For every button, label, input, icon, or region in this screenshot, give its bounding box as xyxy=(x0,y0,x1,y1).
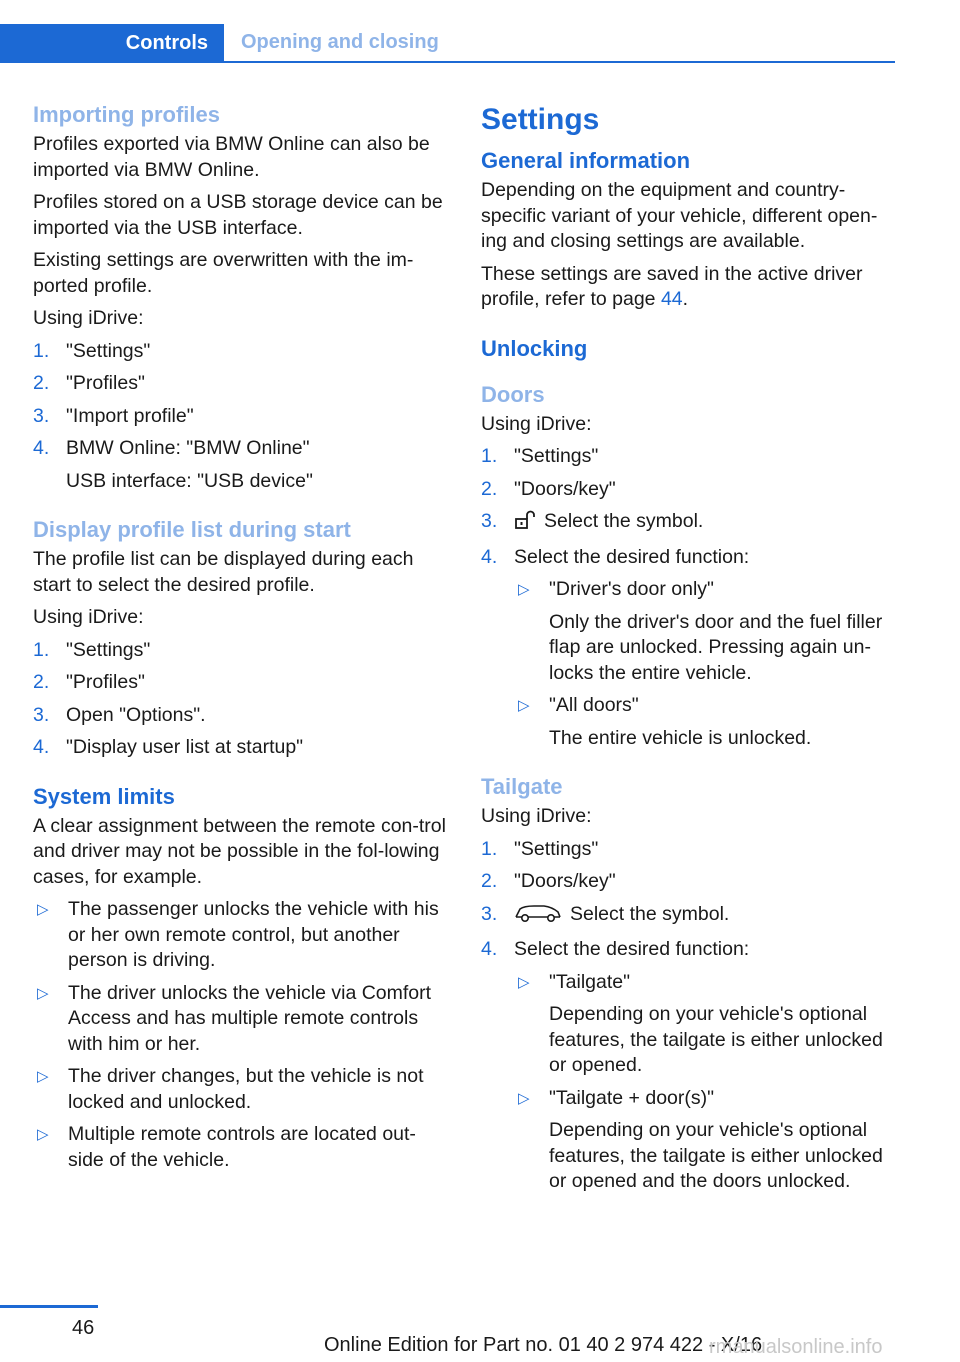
paragraph: Existing settings are overwritten with the im‐ported profile. xyxy=(33,249,414,297)
system-limits-list xyxy=(33,897,451,1173)
step-text: "Display user list at startup" xyxy=(66,736,304,758)
option-description: The entire vehicle is unlocked. xyxy=(549,726,812,749)
paragraph-text-end: . xyxy=(682,288,689,310)
paragraph: Depending on the equipment and country-specific variant of your vehicle, different open‐ing and closing settings are available. xyxy=(481,179,878,252)
paragraph: Profiles stored on a USB storage device can be imported via the USB interface. xyxy=(33,191,443,239)
step-text: "Settings" xyxy=(514,445,599,467)
watermark: rmanualsonline.info xyxy=(709,1336,883,1358)
step-number: 2. xyxy=(481,477,498,500)
step-item xyxy=(33,735,451,761)
paragraph-text: These settings are saved in the active driver profile, refer to page xyxy=(481,262,863,310)
step-item xyxy=(33,703,451,729)
step-item xyxy=(481,902,901,931)
paragraph: The profile list can be displayed during each start to select the desired profile. xyxy=(33,548,414,596)
paragraph: Using iDrive: xyxy=(481,412,592,435)
step-text: "Doors/key" xyxy=(514,870,616,892)
step-text: "Profiles" xyxy=(66,671,145,693)
unlock-icon xyxy=(514,510,536,538)
option-description: Depending on your vehicle's optional features, the tailgate is either unlocked or opened and the doors unlocked. xyxy=(549,1119,883,1192)
step-number: 2. xyxy=(481,870,498,892)
triangle-right-icon: ▷ xyxy=(518,697,530,714)
list-item-text: The driver unlocks the vehicle via Comfort Access and has multiple remote controls with him or her. xyxy=(68,981,432,1055)
unlocking-heading: Unlocking xyxy=(481,335,588,361)
header-rule xyxy=(0,61,895,63)
step-number: 3. xyxy=(481,902,498,925)
step-number: 4. xyxy=(33,736,50,758)
triangle-right-icon: ▷ xyxy=(37,1068,49,1085)
step-item xyxy=(481,869,901,895)
step-number: 4. xyxy=(481,938,498,960)
triangle-right-icon: ▷ xyxy=(518,973,530,991)
step-item xyxy=(33,371,451,397)
car-tailgate-icon xyxy=(514,903,562,931)
step-continuation: USB interface: "USB device" xyxy=(66,469,313,492)
list-item-text: The passenger unlocks the vehicle with his or her own remote control, but another person is driving. xyxy=(68,898,439,971)
step-number: 2. xyxy=(33,372,50,394)
triangle-right-icon: ▷ xyxy=(518,1089,530,1107)
display-steps xyxy=(33,638,451,761)
step-number: 1. xyxy=(33,638,50,661)
step-number: 1. xyxy=(481,445,498,467)
doors-options xyxy=(514,577,901,751)
step-number: 1. xyxy=(33,339,50,362)
display-profile-list-heading: Display profile list during start xyxy=(33,517,351,542)
option-item xyxy=(514,1086,901,1195)
step-item xyxy=(481,837,901,863)
step-number: 2. xyxy=(33,671,50,693)
option-title: "Driver's door only" xyxy=(549,578,714,600)
paragraph: Profiles exported via BMW Online can also be imported via BMW Online. xyxy=(33,133,430,181)
list-item xyxy=(33,981,451,1058)
tailgate-steps xyxy=(481,837,901,1195)
page-reference-link[interactable]: 44 xyxy=(660,288,683,310)
paragraph: Using iDrive: xyxy=(481,805,592,827)
list-item xyxy=(33,1064,451,1115)
triangle-right-icon: ▷ xyxy=(518,581,530,598)
step-text: Open "Options". xyxy=(66,703,206,726)
triangle-right-icon: ▷ xyxy=(37,901,49,918)
step-number: 4. xyxy=(481,545,498,568)
triangle-right-icon: ▷ xyxy=(37,984,49,1002)
step-item xyxy=(33,670,451,696)
left-column xyxy=(33,100,451,1180)
step-text: "Settings" xyxy=(66,638,151,661)
option-description: Depending on your vehicle's optional features, the tailgate is either unlocked or opened. xyxy=(549,1003,883,1076)
right-column xyxy=(481,100,901,1202)
step-item xyxy=(481,477,901,503)
tab-controls-label: Controls xyxy=(125,32,208,54)
step-text: "Doors/key" xyxy=(514,477,616,500)
step-item xyxy=(481,509,901,538)
tab-opening-and-closing xyxy=(241,24,439,61)
tab-controls xyxy=(0,24,224,63)
tailgate-heading: Tailgate xyxy=(481,774,563,799)
paragraph xyxy=(481,262,901,313)
settings-title: Settings xyxy=(481,103,600,136)
option-title: "Tailgate" xyxy=(549,970,631,993)
step-item xyxy=(33,638,451,664)
step-number: 3. xyxy=(33,703,50,726)
paragraph: Using iDrive: xyxy=(33,307,144,329)
importing-steps xyxy=(33,339,451,495)
page-header xyxy=(0,24,960,62)
step-item xyxy=(33,436,451,494)
step-text: Select the symbol. xyxy=(544,510,704,532)
footer-rule xyxy=(0,1305,98,1308)
general-information-heading: General information xyxy=(481,148,691,173)
step-text: "Settings" xyxy=(514,837,599,860)
option-title: "All doors" xyxy=(549,694,639,716)
option-item xyxy=(514,693,901,751)
doors-steps xyxy=(481,444,901,751)
step-item xyxy=(33,404,451,430)
paragraph: Using iDrive: xyxy=(33,606,144,628)
step-text: "Import profile" xyxy=(66,404,194,427)
tab-opening-label: Opening and closing xyxy=(241,31,439,53)
option-item xyxy=(514,970,901,1079)
page-number: 46 xyxy=(72,1317,95,1339)
step-number: 3. xyxy=(481,510,498,532)
step-text: BMW Online: "BMW Online" xyxy=(66,437,310,459)
system-limits-heading: System limits xyxy=(33,783,175,809)
importing-profiles-heading: Importing profiles xyxy=(33,102,220,127)
step-number: 4. xyxy=(33,437,50,459)
step-number: 1. xyxy=(481,837,498,860)
step-number: 3. xyxy=(33,404,50,427)
triangle-right-icon: ▷ xyxy=(37,1126,49,1143)
step-item xyxy=(33,339,451,365)
paragraph: A clear assignment between the remote con‐trol and driver may not be possible in the fol‐lowing cases, for example. xyxy=(33,814,446,888)
option-title: "Tailgate + door(s)" xyxy=(549,1086,715,1109)
doors-heading: Doors xyxy=(481,381,545,407)
step-item xyxy=(481,937,901,1195)
step-text: "Profiles" xyxy=(66,372,145,394)
step-text: Select the symbol. xyxy=(570,902,730,925)
list-item-text: Multiple remote controls are located out‐side of the vehicle. xyxy=(68,1123,416,1171)
list-item-text: The driver changes, but the vehicle is not locked and unlocked. xyxy=(68,1065,424,1113)
step-item xyxy=(481,444,901,470)
step-text: Select the desired function: xyxy=(514,938,750,960)
tailgate-options xyxy=(514,970,901,1195)
list-item xyxy=(33,1122,451,1173)
step-text: "Settings" xyxy=(66,339,151,362)
option-item xyxy=(514,577,901,686)
edition-footer: Online Edition for Part no. 01 40 2 974 422 - X/16 xyxy=(324,1334,763,1356)
option-description: Only the driver's door and the fuel filler flap are unlocked. Pressing again un‐locks the entire vehicle. xyxy=(549,610,883,684)
step-text: Select the desired function: xyxy=(514,545,750,568)
step-item xyxy=(481,545,901,752)
list-item xyxy=(33,897,451,974)
